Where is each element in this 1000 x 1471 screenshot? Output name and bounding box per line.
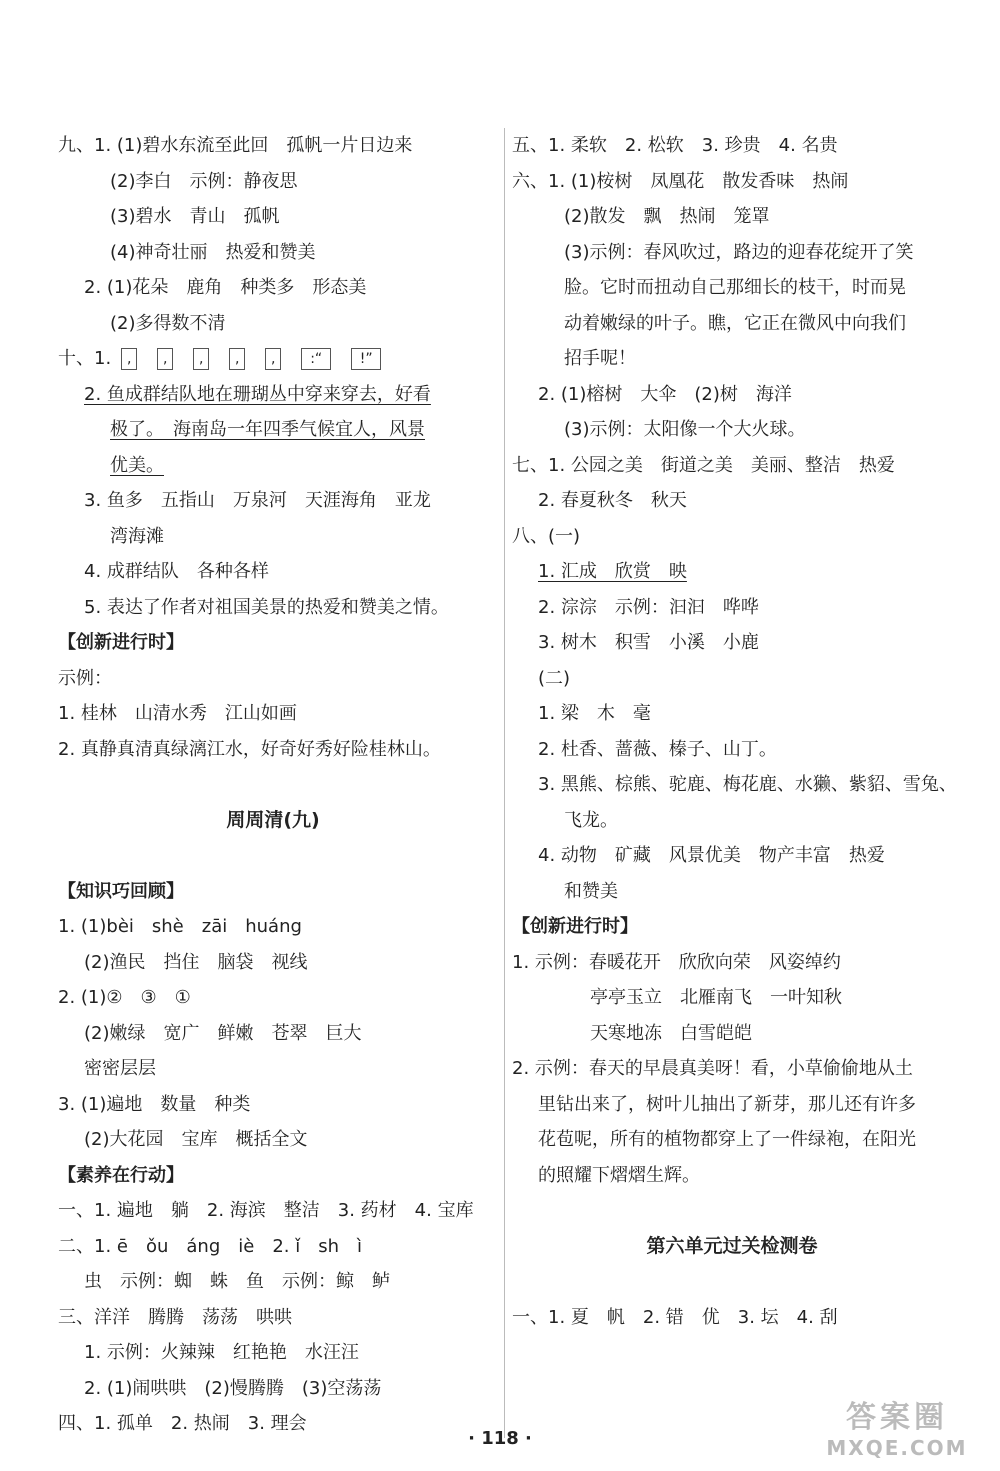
left-line: (2)大花园 宝库 概括全文 — [84, 1129, 308, 1150]
left-line: 极了。 海南岛一年四季气候宜人，风景 — [110, 419, 425, 440]
left-line: 【创新进行时】 — [58, 632, 184, 653]
left-line: (4)神奇壮丽 热爱和赞美 — [110, 241, 316, 263]
left-line: 2. (1)花朵 鹿角 种类多 形态美 — [84, 277, 367, 298]
right-line: 3. 树木 积雪 小溪 小鹿 — [538, 632, 759, 653]
right-line: (3)示例：太阳像一个大火球。 — [564, 419, 806, 440]
right-line — [512, 1193, 952, 1229]
left-line: 2. 真静真清真绿漓江水，好奇好秀好险桂林山。 — [58, 738, 441, 760]
watermark-url: MXQE.COM — [826, 1436, 968, 1460]
left-line: 4. 成群结队 各种各样 — [84, 561, 269, 582]
left-line: (3)碧水 青山 孤帆 — [110, 206, 280, 227]
left-line: 湾海滩 — [110, 525, 164, 547]
watermark-text: 答案圈 — [846, 1400, 948, 1435]
left-line: 三、洋洋 腾腾 荡荡 哄哄 — [58, 1306, 292, 1328]
left-line — [58, 838, 488, 874]
left-line — [58, 767, 488, 803]
right-line: 2. 淙淙 示例：汩汩 哗哗 — [538, 596, 759, 618]
right-line: 【创新进行时】 — [512, 916, 638, 937]
right-line: 1. 示例：春暖花开 欣欣向荣 风姿绰约 — [512, 951, 841, 973]
left-line: 示例： — [58, 667, 112, 689]
right-line: 2. 杜香、蔷薇、榛子、山丁。 — [538, 738, 777, 760]
right-line: 和赞美 — [564, 880, 618, 902]
right-line: 飞龙。 — [564, 809, 618, 831]
left-line: 2. (1)闹哄哄 (2)慢腾腾 (3)空荡荡 — [84, 1377, 382, 1399]
right-line: 一、1. 夏 帆 2. 错 优 3. 坛 4. 刮 — [512, 1306, 838, 1328]
right-line: 2. 春夏秋冬 秋天 — [538, 490, 687, 511]
right-line: 第六单元过关检测卷 — [646, 1234, 818, 1257]
left-column — [58, 128, 488, 1442]
left-line: 1. (1)bèi shè zāi huáng — [58, 916, 302, 937]
right-line: 六、1. (1)桉树 凤凰花 散发香味 热闹 — [512, 170, 849, 192]
right-line: 3. 黑熊、棕熊、驼鹿、梅花鹿、水獭、紫貂、雪兔、 — [538, 774, 957, 795]
left-line: 一、1. 遍地 躺 2. 海滨 整洁 3. 药材 4. 宝库 — [58, 1200, 474, 1221]
watermark-logo — [812, 1392, 982, 1462]
left-line: (2)嫩绿 宽广 鲜嫩 苍翠 巨大 — [84, 1022, 362, 1044]
left-line: 九、1. (1)碧水东流至此回 孤帆一片日边来 — [58, 135, 413, 156]
punctuation-box: , — [121, 348, 137, 370]
punctuation-box: !” — [351, 348, 381, 370]
punctuation-box: , — [193, 348, 209, 370]
right-line: 亭亭玉立 北雁南飞 一叶知秋 — [590, 987, 842, 1008]
left-line: 优美。 — [110, 454, 164, 476]
right-line — [512, 1264, 952, 1300]
left-line: 1. 示例：火辣辣 红艳艳 水汪汪 — [84, 1342, 359, 1363]
right-line: 1. 梁 木 毫 — [538, 703, 651, 724]
punctuation-box: , — [265, 348, 281, 370]
right-line: 脸。它时而扭动自己那细长的枝干，时而晃 — [564, 277, 906, 298]
right-line: 1. 汇成 欣赏 映 — [538, 561, 687, 582]
right-line: 2. 示例：春天的早晨真美呀！看，小草偷偷地从土 — [512, 1058, 913, 1079]
punctuation-box: , — [229, 348, 245, 370]
left-line: 【素养在行动】 — [58, 1164, 184, 1186]
left-line: 密密层层 — [84, 1058, 156, 1079]
right-line: 八、(一) — [512, 525, 581, 547]
left-line: (2)多得数不清 — [110, 312, 226, 334]
punctuation-box: , — [157, 348, 173, 370]
left-line: 2. (1)② ③ ① — [58, 987, 191, 1008]
punctuation-box: :“ — [301, 348, 331, 370]
left-line: (2)渔民 挡住 脑袋 视线 — [84, 951, 308, 973]
left-line: 【知识巧回顾】 — [58, 880, 184, 902]
column-divider — [504, 128, 505, 1438]
right-line: 的照耀下熠熠生辉。 — [538, 1164, 700, 1186]
right-line: 七、1. 公园之美 街道之美 美丽、整洁 热爱 — [512, 454, 895, 476]
right-line: 动着嫩绿的叶子。瞧，它正在微风中向我们 — [564, 312, 906, 334]
left-line — [58, 341, 488, 377]
right-line: 天寒地冻 白雪皑皑 — [590, 1022, 752, 1044]
left-line: 四、1. 孤单 2. 热闹 3. 理会 — [58, 1413, 307, 1434]
page-number: · 118 · — [468, 1428, 532, 1449]
left-line: 5. 表达了作者对祖国美景的热爱和赞美之情。 — [84, 596, 449, 618]
right-line: 2. (1)榕树 大伞 (2)树 海洋 — [538, 383, 792, 405]
right-line: 五、1. 柔软 2. 松软 3. 珍贵 4. 名贵 — [512, 135, 838, 156]
right-line: 4. 动物 矿藏 风景优美 物产丰富 热爱 — [538, 845, 885, 866]
question-label: 十、1. — [58, 348, 112, 369]
left-line: (2)李白 示例：静夜思 — [110, 170, 298, 192]
left-line: 3. (1)遍地 数量 种类 — [58, 1093, 251, 1115]
right-column — [512, 128, 957, 1335]
right-line: 招手呢！ — [564, 348, 636, 369]
left-line: 3. 鱼多 五指山 万泉河 天涯海角 亚龙 — [84, 490, 431, 511]
right-line: (3)示例：春风吹过，路边的迎春花绽开了笑 — [564, 241, 914, 263]
left-line: 2. 鱼成群结队地在珊瑚丛中穿来穿去，好看 — [84, 383, 431, 405]
right-line: 里钻出来了，树叶儿抽出了新芽，那儿还有许多 — [538, 1093, 916, 1115]
right-line: 花苞呢，所有的植物都穿上了一件绿袍，在阳光 — [538, 1129, 916, 1150]
left-line: 1. 桂林 山清水秀 江山如画 — [58, 703, 297, 724]
right-line: (2)散发 飘 热闹 笼罩 — [564, 206, 770, 227]
right-line: (二) — [538, 667, 571, 689]
left-line: 虫 示例：蜘 蛛 鱼 示例：鲸 鲈 — [84, 1271, 390, 1292]
left-line: 二、1. ē ǒu áng iè 2. ǐ sh ì — [58, 1235, 363, 1257]
left-line: 周周清(九) — [226, 808, 320, 831]
